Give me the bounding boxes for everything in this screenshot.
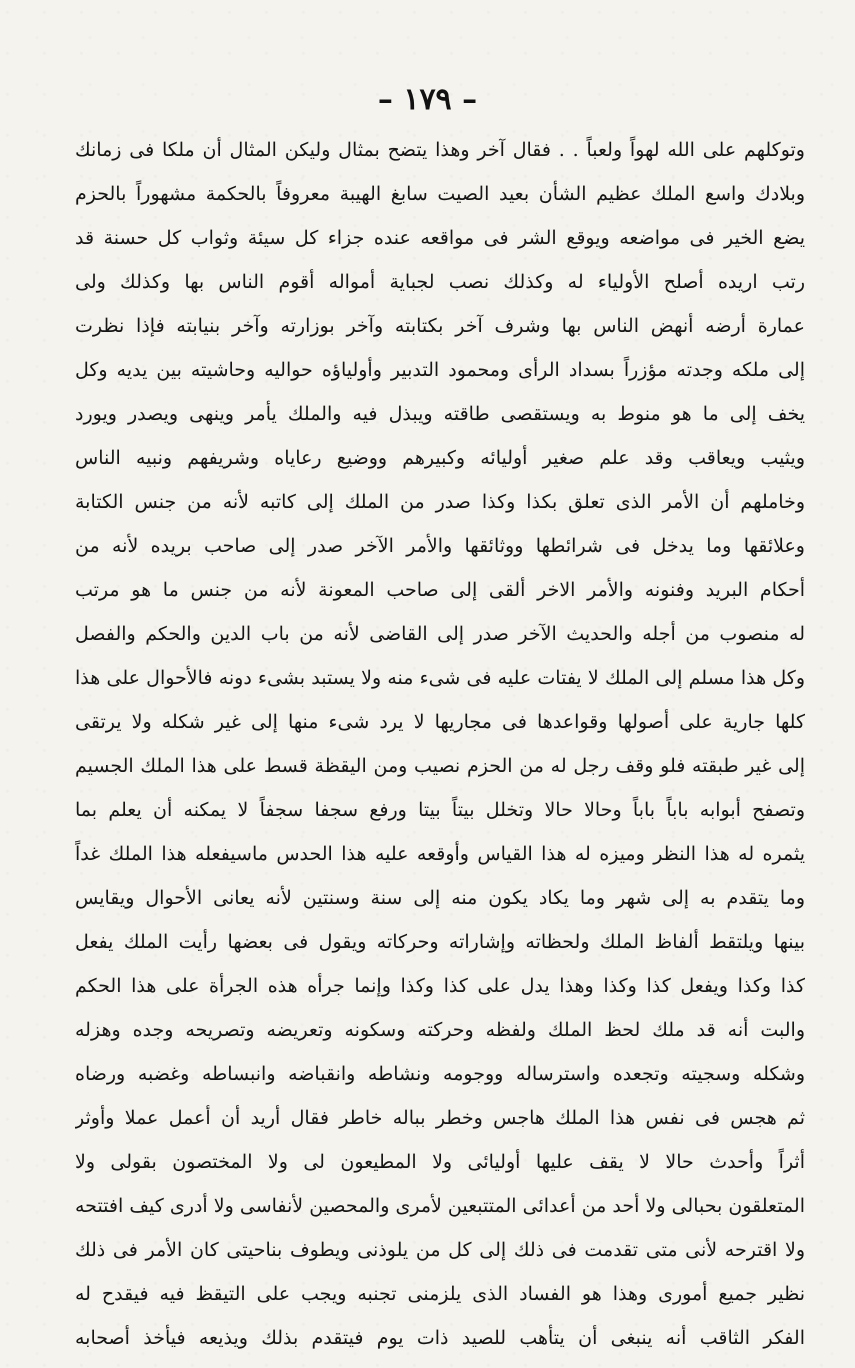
text-line: المتعلقون بحبالى ولا أحد من أعدائى المتتبعين لأمرى والمحصين لأنفاسى ولا أدرى كيف افتتحه [75,1195,805,1217]
page-number: – ١٧٩ – [377,82,478,117]
text-line: وتصفح أبوابه باباً باباً وحالا حالا وتخلل بيتاً بيتا ورفع سجفا سجفاً لا يمكنه أن يعلم بما [75,799,805,821]
text-line: نظير جميع أمورى وهذا هو الفساد الذى يلزمنى تجنبه ويجب على التيقظ فيه فيقدح له [75,1283,805,1305]
text-line: ويثيب ويعاقب وقد علم صغير أوليائه وكبيرهم ووضيع رعاياه وشريفهم ونبيه الناس [75,447,805,469]
text-line: يضع الخير فى مواضعه ويوقع الشر فى مواقعه عنده جزاء كل سيئة وثواب كل حسنة قد [75,227,805,249]
text-line: وما يتقدم به إلى شهر وما يكاد يكون منه إلى سنة وسنتين لأنه يعانى الأحوال ويقايس [75,887,805,909]
text-line: وخاملهم أن الأمر الذى تعلق بكذا وكذا صدر من الملك إلى كاتبه لأنه من جنس الكتابة [75,491,805,513]
text-line: وبلادك واسع الملك عظيم الشأن بعيد الصيت سابغ الهيبة معروفاً بالحكمة مشهوراً بالحزم [75,183,805,205]
text-line: ثم هجس فى نفس هذا الملك هاجس وخطر بباله خاطر فقال أريد أن أعمل عملا وأوثر [75,1107,805,1129]
text-line: وشكله وسجيته وتجعده واسترساله ووجومه ونشاطه وانقباضه وانبساطه وغضبه ورضاه [75,1063,805,1085]
text-line: ولا اقترحه لأنى متى تقدمت فى ذلك إلى كل من يلوذنى ويطوف بناحيتى كان الأمر فى ذلك [75,1239,805,1261]
text-line: يثمره له هذا النظر وميزه له هذا القياس وأوقعه عليه هذا الحدس ماسيفعله هذا الملك غداً [75,843,805,865]
text-line: وتوكلهم على الله لهواً ولعباً . . فقال آخر وهذا يتضح بمثال وليكن المثال أن ملكا فى زمانك [75,139,805,161]
text-line: كلها جارية على أصولها وقواعدها فى مجاريها لا يرد شىء منها إلى غير شكله ولا يرتقى [75,711,805,733]
text-line: والبت أنه قد ملك لحظ الملك ولفظه وحركته وسكونه وتعريضه وتصريحه وجده وهزله [75,1019,805,1041]
text-line: أحكام البريد وفنونه والأمر الاخر ألقى إلى صاحب المعونة لأنه من جنس ما هو مرتب [75,579,805,601]
text-line: عمارة أرضه أنهض الناس بها وشرف آخر بكتابته وآخر بوزارته وآخر بنيابته فإذا نظرت [75,315,805,337]
text-line: أثراً وأحدث حالا لا يقف عليها أوليائى ولا المطيعون لى ولا المختصون بقولى ولا [75,1151,805,1173]
text-line: بينها ويلتقط ألفاظ الملك ولحظاته وإشاراته وحركاته ويقول فى بعضها رأيت الملك يفعل [75,931,805,953]
text-line: الفكر الثاقب أنه ينبغى أن يتأهب للصيد ذات يوم فيتقدم بذلك ويذيعه فيأخذ أصحابه [75,1327,805,1349]
text-line: رتب اريده أصلح الأولياء له وكذلك نصب لجباية أمواله أقوم الناس بها وكذلك ولى [75,271,805,293]
text-line: وعلائقها وما يدخل فى شرائطها ووثائقها والأمر الآخر صدر إلى صاحب بريده لأنه من [75,535,805,557]
text-line: كذا وكذا ويفعل كذا وكذا وهذا يدل على كذا وكذا وإنما جرأه هذه الجرأة على هذا الحكم [75,975,805,997]
body-text [75,128,805,1360]
text-line: يخف إلى ما هو منوط به ويستقصى طاقته ويبذل فيه والملك يأمر وينهى ويصدر ويورد [75,403,805,425]
text-line: إلى غير طبقته فلو وقف رجل له من الحزم نصيب ومن اليقظة قسط على هذا الملك الجسيم [75,755,805,777]
text-line: له منصوب من أجله والحديث الآخر صدر إلى القاضى لأنه من باب الدين والحكم والفصل [75,623,805,645]
text-line: إلى ملكه وجدته مؤزراً بسداد الرأى ومحمود التدبير وأولياؤه حواليه وحاشيته بين يديه وكل [75,359,805,381]
text-line: وكل هذا مسلم إلى الملك لا يفتات عليه فى شىء منه ولا يستبد بشىء دونه فالأحوال على هذا [75,667,805,689]
